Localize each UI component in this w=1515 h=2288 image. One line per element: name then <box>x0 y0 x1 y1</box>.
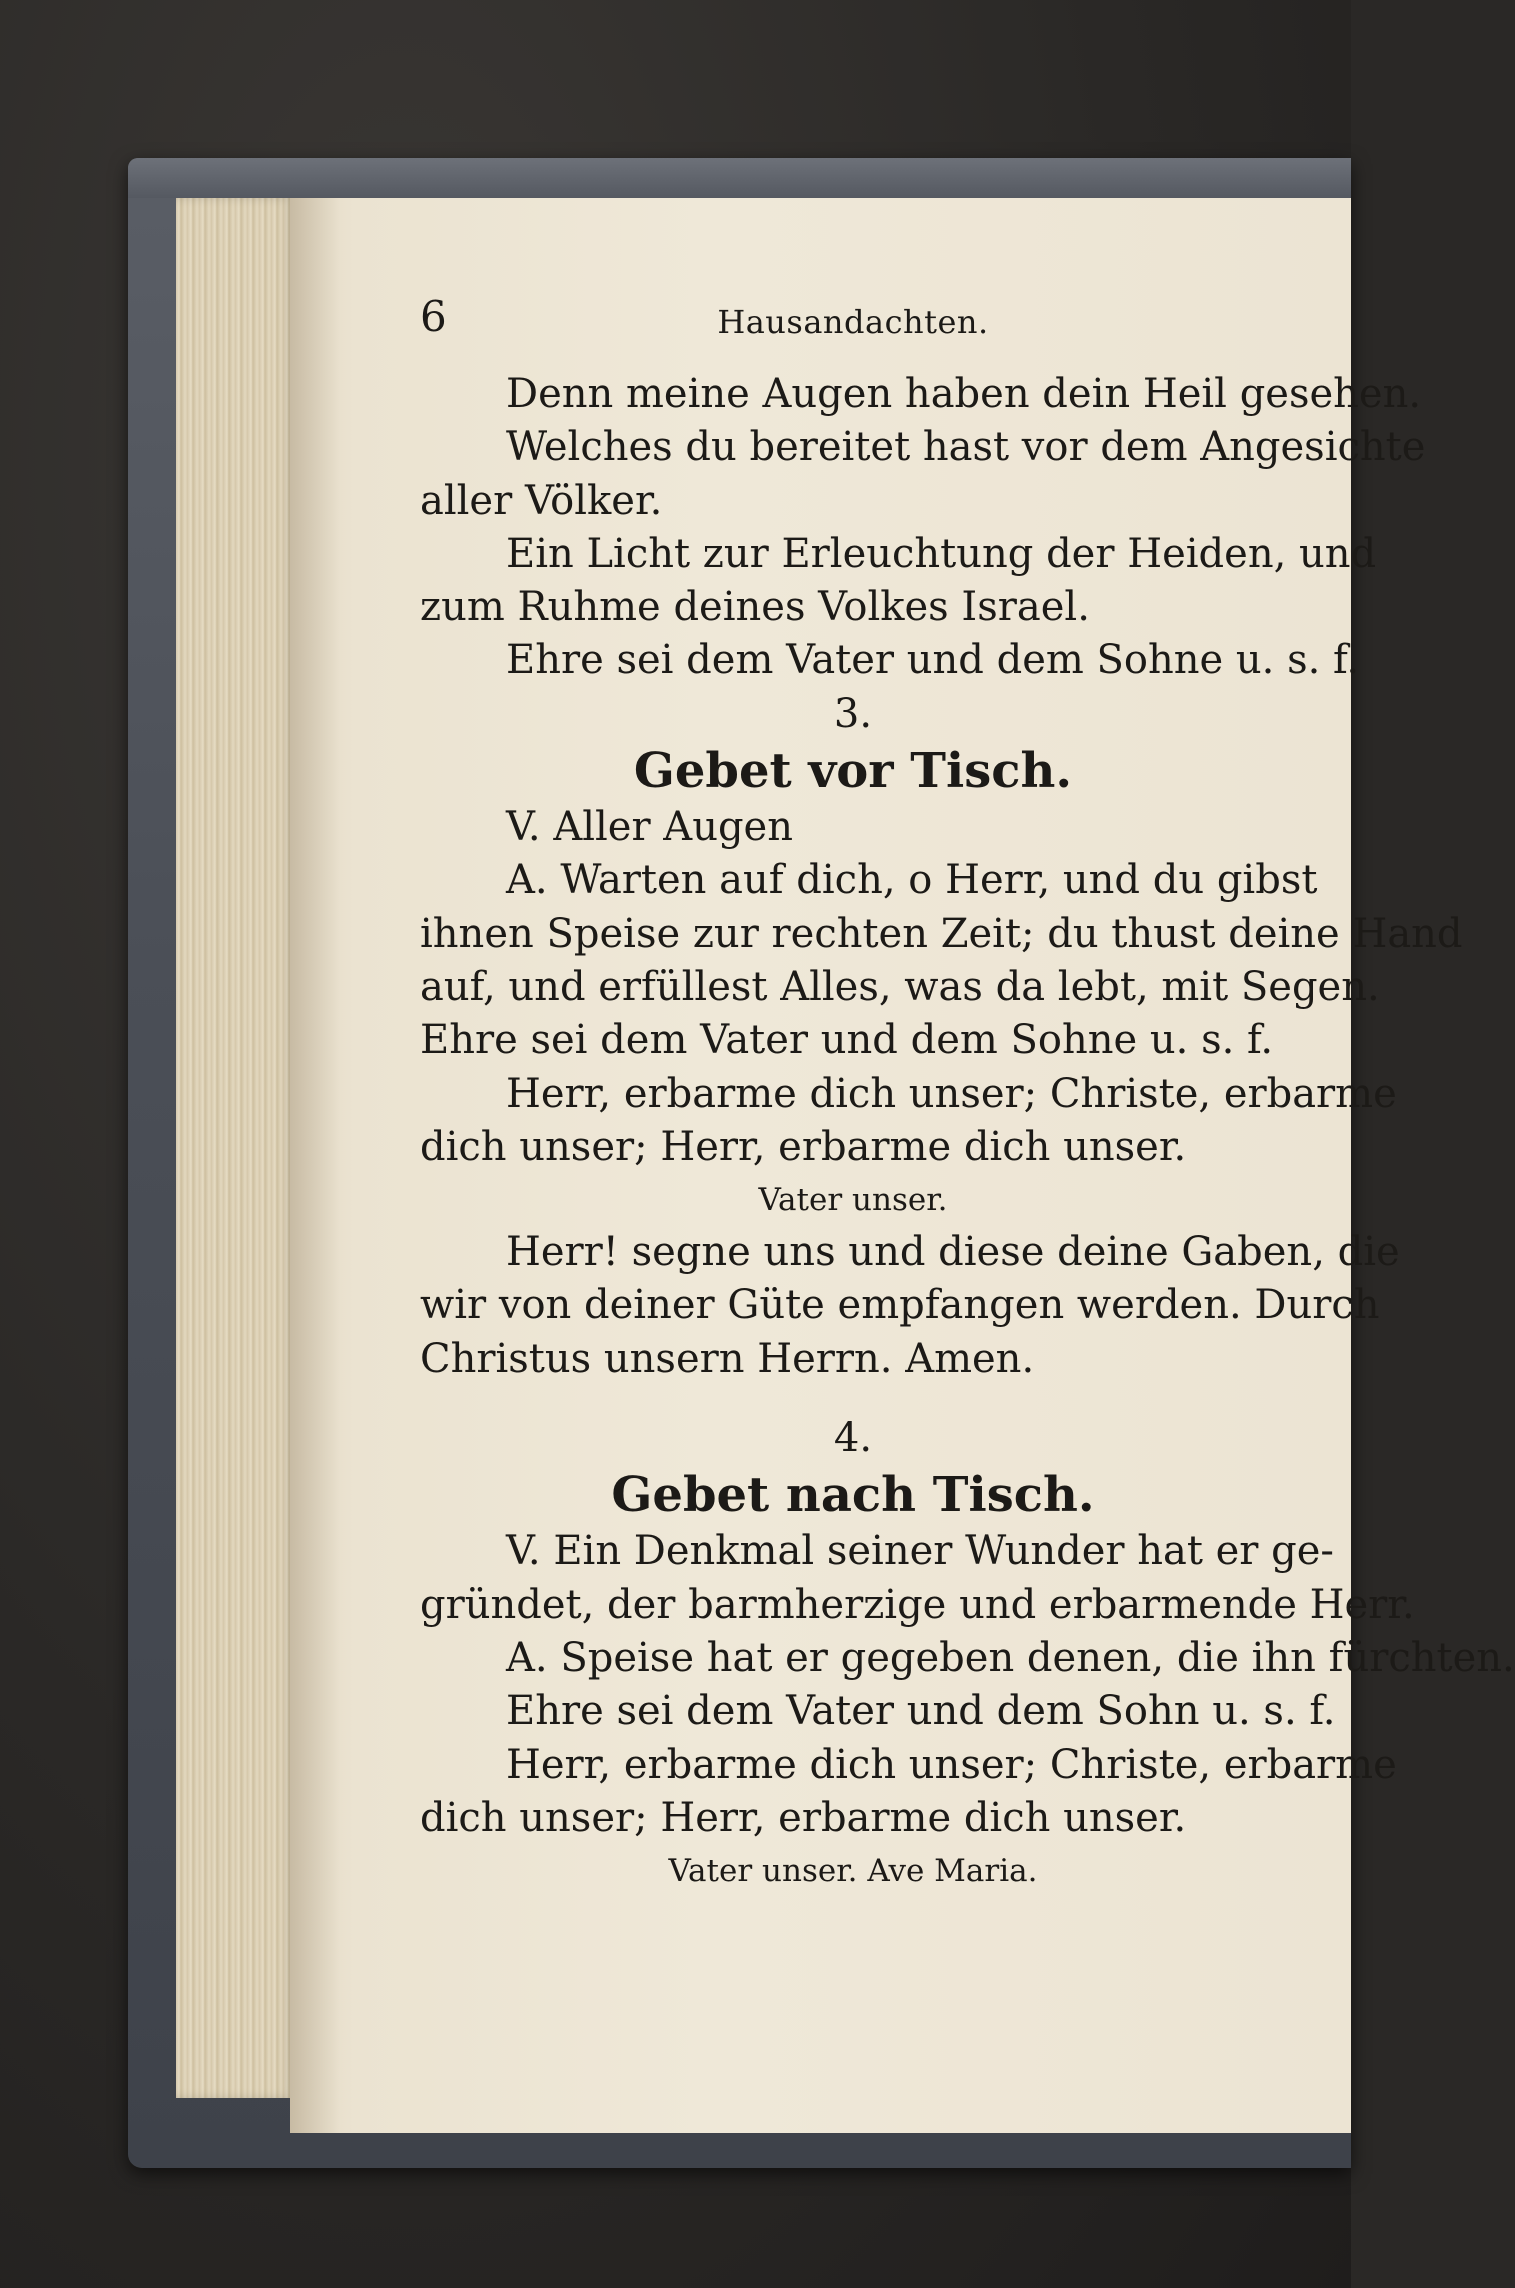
text-line: zum Ruhme deines Volkes Israel. <box>420 584 1090 631</box>
page-number: 6 <box>420 292 447 341</box>
text-line: V. Aller Augen <box>506 804 793 851</box>
section-number: 4. <box>833 1415 873 1462</box>
text-line: auf, und erfüllest Alles, was da lebt, mit Segen. <box>420 963 1380 1010</box>
text-line: ihnen Speise zur rechten Zeit; du thust deine Hand <box>420 910 1463 957</box>
prayer-note: Vater unser. Ave Maria. <box>668 1853 1038 1890</box>
prayer-note: Vater unser. <box>758 1182 948 1219</box>
book-cover-edge <box>128 158 1351 198</box>
text-line: Herr! segne uns und diese deine Gaben, die <box>506 1229 1400 1276</box>
text-line: gründet, der barmherzige und erbarmende Herr. <box>420 1581 1415 1628</box>
page-gutter-shadow <box>290 198 340 2133</box>
text-line: Ehre sei dem Vater und dem Sohne u. s. f. <box>420 1017 1274 1064</box>
text-line: Ehre sei dem Vater und dem Sohne u. s. f. <box>506 637 1360 684</box>
text-line: Welches du bereitet hast vor dem Angesichte <box>506 424 1426 471</box>
text-line: Herr, erbarme dich unser; Christe, erbarme <box>506 1741 1397 1788</box>
section-number: 3. <box>833 690 873 737</box>
text-line: V. Ein Denkmal seiner Wunder hat er ge- <box>506 1528 1334 1575</box>
text-line: Denn meine Augen haben dein Heil gesehen. <box>506 371 1422 417</box>
text-line: Ein Licht zur Erleuchtung der Heiden, und <box>506 530 1377 577</box>
text-line: aller Völker. <box>420 477 663 524</box>
text-line: dich unser; Herr, erbarme dich unser. <box>420 1794 1187 1841</box>
text-line: A. Warten auf dich, o Herr, und du gibst <box>506 857 1318 904</box>
page-header <box>420 290 1286 346</box>
section-title: Gebet vor Tisch. <box>633 743 1073 800</box>
text-line: Christus unsern Herrn. Amen. <box>420 1335 1035 1382</box>
text-line: wir von deiner Güte empfangen werden. Durch <box>420 1282 1380 1329</box>
text-line: dich unser; Herr, erbarme dich unser. <box>420 1123 1187 1170</box>
text-line: A. Speise hat er gegeben denen, die ihn fürchten. <box>506 1634 1515 1681</box>
section-title: Gebet nach Tisch. <box>611 1467 1095 1524</box>
page-edges <box>176 198 294 2098</box>
page-text <box>420 290 1515 1897</box>
text-line: Herr, erbarme dich unser; Christe, erbarme <box>506 1070 1397 1117</box>
text-line: Ehre sei dem Vater und dem Sohn u. s. f. <box>506 1688 1336 1735</box>
running-title: Hausandachten. <box>717 303 989 341</box>
